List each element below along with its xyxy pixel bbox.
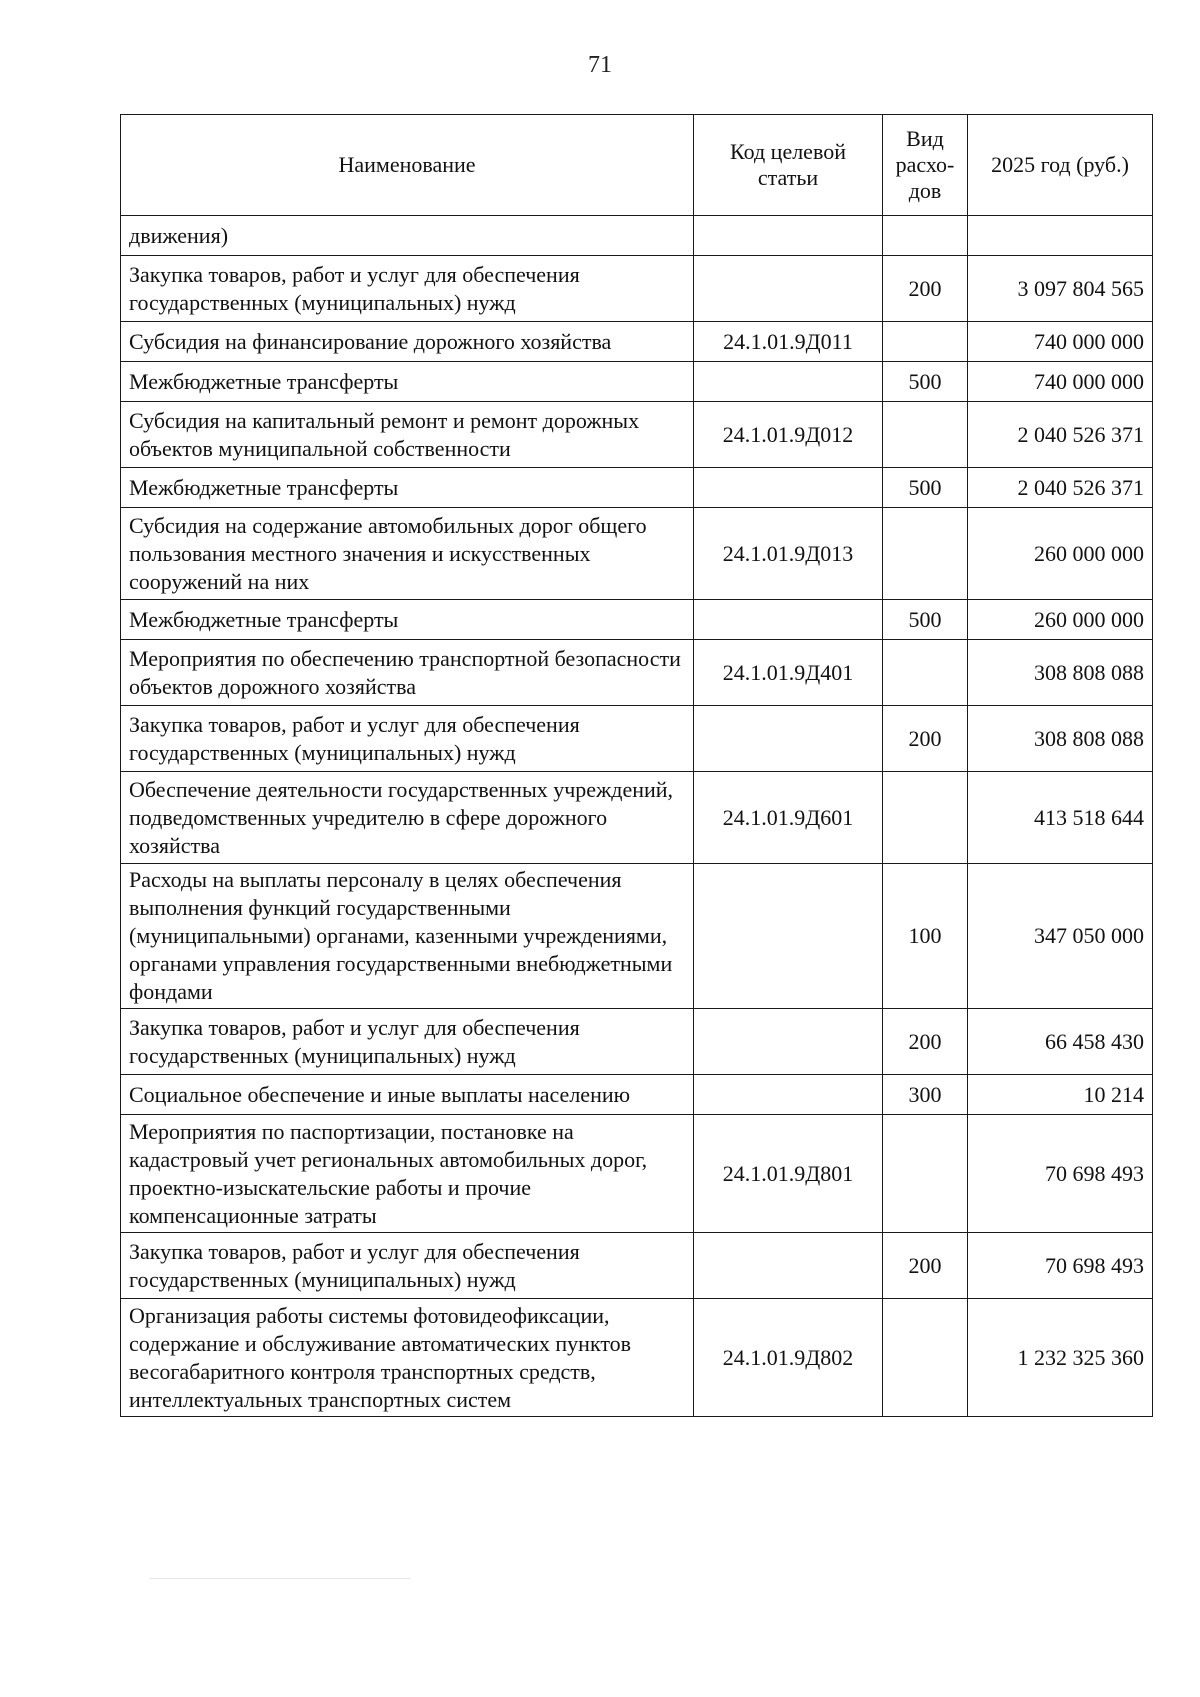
row-code-cell xyxy=(694,706,883,772)
row-code-cell xyxy=(694,864,883,1009)
row-expense-type-cell: 200 xyxy=(883,706,968,772)
row-code-cell xyxy=(694,600,883,640)
row-amount-cell: 740 000 000 xyxy=(968,322,1153,362)
row-expense-type-cell xyxy=(883,1299,968,1417)
row-amount-cell: 2 040 526 371 xyxy=(968,468,1153,508)
row-expense-type-cell xyxy=(883,508,968,600)
row-name-cell: Социальное обеспечение и иные выплаты населению xyxy=(121,1075,694,1115)
table-row xyxy=(121,706,1153,772)
budget-table xyxy=(120,114,1153,1417)
row-amount-cell: 740 000 000 xyxy=(968,362,1153,402)
row-code-cell: 24.1.01.9Д401 xyxy=(694,640,883,706)
table-row xyxy=(121,216,1153,256)
scan-artifact xyxy=(150,1578,410,1579)
header-amount-2025: 2025 год (руб.) xyxy=(968,115,1153,216)
row-amount-cell: 3 097 804 565 xyxy=(968,256,1153,322)
row-expense-type-cell xyxy=(883,640,968,706)
table-row xyxy=(121,362,1153,402)
row-name-cell: Организация работы системы фотовидеофиксации, содержание и обслуживание автоматических пунктов весогабаритного контроля транспортных средств, интеллектуальных транспортных систем xyxy=(121,1299,694,1417)
table-row xyxy=(121,322,1153,362)
row-expense-type-cell: 100 xyxy=(883,864,968,1009)
row-name-cell: Закупка товаров, работ и услуг для обеспечения государственных (муниципальных) нужд xyxy=(121,1009,694,1075)
row-code-cell: 24.1.01.9Д011 xyxy=(694,322,883,362)
table-row xyxy=(121,772,1153,864)
row-expense-type-cell: 200 xyxy=(883,1009,968,1075)
row-name-cell: Межбюджетные трансферты xyxy=(121,600,694,640)
row-amount-cell: 10 214 xyxy=(968,1075,1153,1115)
table-row xyxy=(121,1299,1153,1417)
header-name: Наименование xyxy=(121,115,694,216)
row-expense-type-cell: 300 xyxy=(883,1075,968,1115)
row-amount-cell: 413 518 644 xyxy=(968,772,1153,864)
row-name-cell: Закупка товаров, работ и услуг для обеспечения государственных (муниципальных) нужд xyxy=(121,1233,694,1299)
table-row xyxy=(121,640,1153,706)
row-amount-cell: 1 232 325 360 xyxy=(968,1299,1153,1417)
row-expense-type-cell: 200 xyxy=(883,256,968,322)
row-amount-cell: 260 000 000 xyxy=(968,600,1153,640)
row-amount-cell xyxy=(968,216,1153,256)
table-body xyxy=(121,216,1153,1417)
row-amount-cell: 308 808 088 xyxy=(968,706,1153,772)
row-amount-cell: 260 000 000 xyxy=(968,508,1153,600)
row-code-cell: 24.1.01.9Д801 xyxy=(694,1115,883,1233)
header-expense-type: Вид расхо-дов xyxy=(883,115,968,216)
row-amount-cell: 66 458 430 xyxy=(968,1009,1153,1075)
table-row xyxy=(121,1075,1153,1115)
header-code: Код целевой статьи xyxy=(694,115,883,216)
row-code-cell xyxy=(694,256,883,322)
table-row xyxy=(121,256,1153,322)
row-expense-type-cell xyxy=(883,216,968,256)
page-number: 71 xyxy=(588,52,612,78)
row-code-cell xyxy=(694,362,883,402)
row-expense-type-cell: 200 xyxy=(883,1233,968,1299)
row-code-cell: 24.1.01.9Д802 xyxy=(694,1299,883,1417)
row-expense-type-cell: 500 xyxy=(883,600,968,640)
row-code-cell: 24.1.01.9Д601 xyxy=(694,772,883,864)
row-name-cell: Обеспечение деятельности государственных учреждений, подведомственных учредителю в сфере дорожного хозяйства xyxy=(121,772,694,864)
row-name-cell: Субсидия на содержание автомобильных дорог общего пользования местного значения и искусственных сооружений на них xyxy=(121,508,694,600)
row-expense-type-cell: 500 xyxy=(883,468,968,508)
table-row xyxy=(121,1009,1153,1075)
row-name-cell: Субсидия на финансирование дорожного хозяйства xyxy=(121,322,694,362)
row-code-cell xyxy=(694,1075,883,1115)
row-code-cell xyxy=(694,1233,883,1299)
row-name-cell: Расходы на выплаты персоналу в целях обеспечения выполнения функций государственными (муниципальными) органами, казенными учреждениями, органами управления государственными внебюджетными фондами xyxy=(121,864,694,1009)
row-code-cell xyxy=(694,468,883,508)
table-row xyxy=(121,468,1153,508)
row-name-cell: движения) xyxy=(121,216,694,256)
table-row xyxy=(121,508,1153,600)
row-expense-type-cell xyxy=(883,322,968,362)
header-row xyxy=(121,115,1153,216)
row-expense-type-cell xyxy=(883,1115,968,1233)
row-name-cell: Закупка товаров, работ и услуг для обеспечения государственных (муниципальных) нужд xyxy=(121,706,694,772)
row-name-cell: Закупка товаров, работ и услуг для обеспечения государственных (муниципальных) нужд xyxy=(121,256,694,322)
table-row xyxy=(121,600,1153,640)
table-row xyxy=(121,402,1153,468)
table-row xyxy=(121,1115,1153,1233)
table-row xyxy=(121,864,1153,1009)
row-code-cell xyxy=(694,1009,883,1075)
row-amount-cell: 70 698 493 xyxy=(968,1233,1153,1299)
table-row xyxy=(121,1233,1153,1299)
row-name-cell: Мероприятия по паспортизации, постановке на кадастровый учет региональных автомобильных дорог, проектно-изыскательские работы и прочие компенсационные затраты xyxy=(121,1115,694,1233)
row-expense-type-cell: 500 xyxy=(883,362,968,402)
row-code-cell xyxy=(694,216,883,256)
row-amount-cell: 2 040 526 371 xyxy=(968,402,1153,468)
row-amount-cell: 70 698 493 xyxy=(968,1115,1153,1233)
row-expense-type-cell xyxy=(883,402,968,468)
row-expense-type-cell xyxy=(883,772,968,864)
row-name-cell: Межбюджетные трансферты xyxy=(121,362,694,402)
row-amount-cell: 308 808 088 xyxy=(968,640,1153,706)
row-name-cell: Межбюджетные трансферты xyxy=(121,468,694,508)
table-header xyxy=(121,115,1153,216)
row-amount-cell: 347 050 000 xyxy=(968,864,1153,1009)
row-name-cell: Мероприятия по обеспечению транспортной безопасности объектов дорожного хозяйства xyxy=(121,640,694,706)
row-code-cell: 24.1.01.9Д013 xyxy=(694,508,883,600)
row-code-cell: 24.1.01.9Д012 xyxy=(694,402,883,468)
row-name-cell: Субсидия на капитальный ремонт и ремонт дорожных объектов муниципальной собственности xyxy=(121,402,694,468)
